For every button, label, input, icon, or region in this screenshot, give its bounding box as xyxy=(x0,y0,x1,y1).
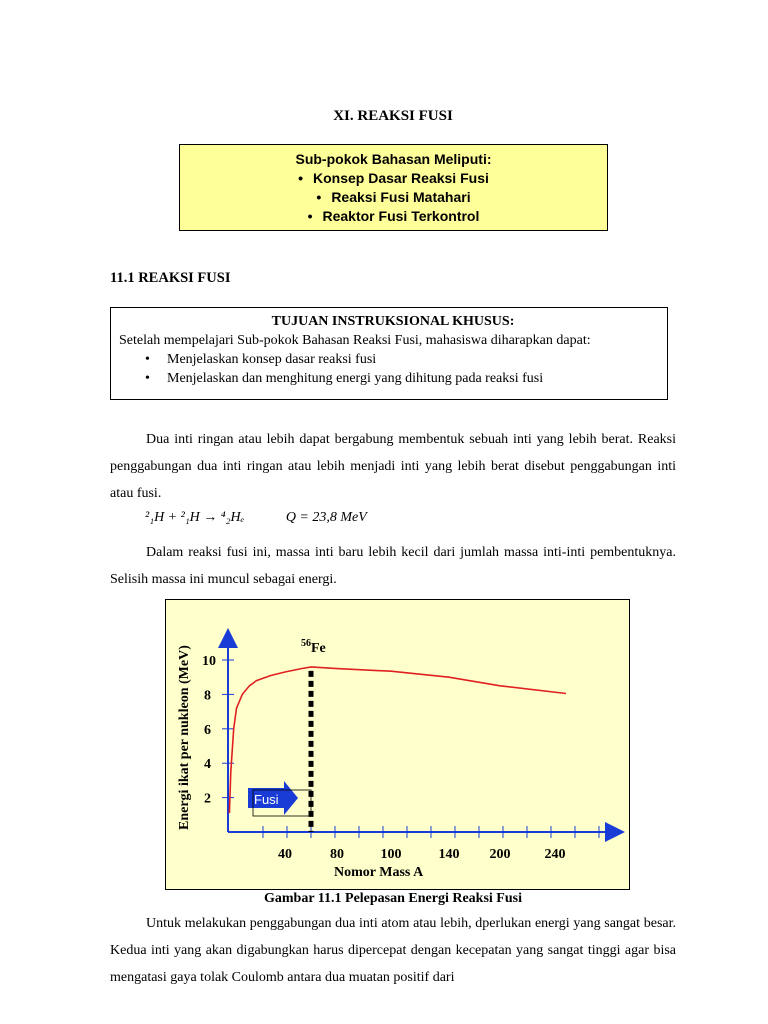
x-axis-label: Nomor Mass A xyxy=(334,865,424,880)
x-tick-label: 140 xyxy=(438,847,460,862)
y-tick-label: 6 xyxy=(204,722,211,738)
objectives-intro: Setelah mempelajari Sub-pokok Bahasan Reaksi Fusi, mahasiswa diharapkan dapat: xyxy=(119,333,591,348)
sub-topics-box xyxy=(179,144,608,231)
x-tick-label: 80 xyxy=(330,847,344,862)
sub-topics-heading: Sub-pokok Bahasan Meliputi: xyxy=(295,151,492,167)
y-tick-label: 2 xyxy=(204,791,211,807)
binding-energy-chart xyxy=(166,600,631,891)
fusion-equation xyxy=(145,510,367,526)
binding-energy-figure xyxy=(165,599,630,890)
fe-peak-label: $^{56}$Fe xyxy=(301,638,326,656)
x-tick-label: 240 xyxy=(544,847,566,862)
fusion-arrow-label: Fusi xyxy=(254,792,279,807)
sub-topic-item: • Reaktor Fusi Terkontrol xyxy=(180,207,607,226)
x-tick-label: 100 xyxy=(380,847,402,862)
y-tick-label: 10 xyxy=(202,654,216,669)
objective-item: • Menjelaskan konsep dasar reaksi fusi xyxy=(167,350,667,369)
paragraph-3: Untuk melakukan penggabungan dua inti atom atau lebih, dperlukan energi yang sangat besar. Kedua inti yang akan digabungkan harus dipercepat dengan kecepatan yang sangat tinggi agar bisa mengatasi gaya tolak Coulomb antara dua muatan positif dari xyxy=(110,916,676,985)
y-tick-label: 4 xyxy=(204,757,211,773)
y-tick-label: 8 xyxy=(204,688,211,704)
objectives-box xyxy=(110,307,668,400)
y-axis-label: Energi ikat per nukleon (MeV) xyxy=(177,645,192,830)
section-heading: 11.1 REAKSI FUSI xyxy=(110,270,231,286)
paragraph-1: Dua inti ringan atau lebih dapat bergabung membentuk sebuah inti yang lebih berat. Reaksi penggabungan dua inti ringan atau lebih menjadi inti yang lebih berat disebut penggabungan inti atau fusi. xyxy=(110,432,676,501)
x-tick-label: 200 xyxy=(489,847,511,862)
equation-q-value: Q = 23,8 MeV xyxy=(285,510,367,525)
equation-reaction: ²₁H + ²₁H → ⁴₂Hₑ xyxy=(145,510,245,525)
paragraph-2: Dalam reaksi fusi ini, massa inti baru lebih kecil dari jumlah massa inti-inti pembentuknya. Selisih massa ini muncul sebagai energi. xyxy=(110,545,676,587)
page-title: XI. REAKSI FUSI xyxy=(333,108,453,124)
sub-topic-item: • Reaksi Fusi Matahari xyxy=(180,188,607,207)
objective-item: • Menjelaskan dan menghitung energi yang dihitung pada reaksi fusi xyxy=(167,369,667,388)
sub-topic-item: • Konsep Dasar Reaksi Fusi xyxy=(180,169,607,188)
objectives-heading: TUJUAN INSTRUKSIONAL KHUSUS: xyxy=(271,314,515,329)
x-tick-label: 40 xyxy=(278,847,292,862)
figure-caption: Gambar 11.1 Pelepasan Energi Reaksi Fusi xyxy=(264,891,522,906)
